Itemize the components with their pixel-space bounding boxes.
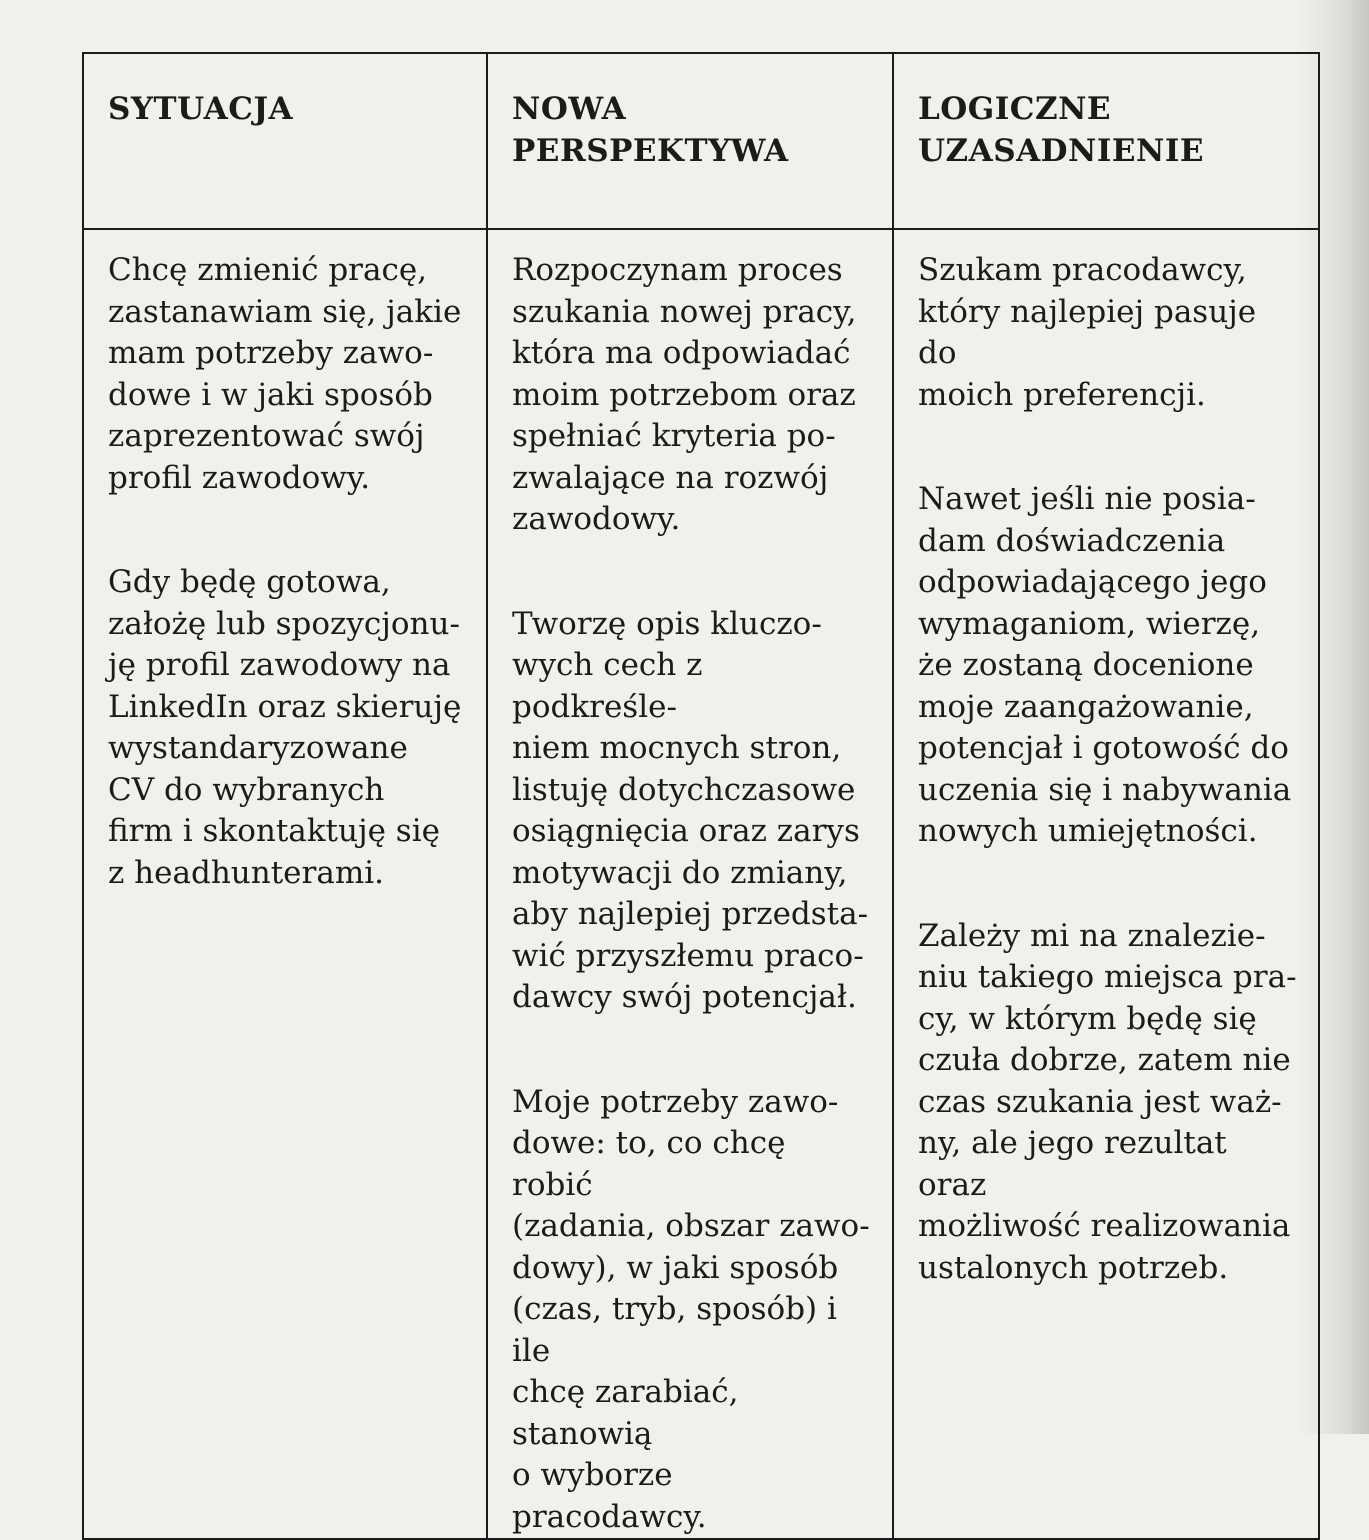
situation-paragraph-2: Gdy będę gotowa, założę lub spozycjonu- ję profil zawodowy na LinkedIn oraz skieruję wystandaryzowane CV do wybranych firm i skontaktuję się z headhunterami. [108, 564, 462, 891]
perspective-paragraph-2: Tworzę opis kluczo- wych cech z podkreśle- niem mocnych stron, listuję dotychczasowe osiągnięcia oraz zarys motywacji do zmiany, aby najlepiej przedsta- wić przyszłemu praco- dawcy swój potencjał. [512, 605, 869, 1015]
justification-paragraph-1: Szukam pracodawcy, który najlepiej pasuje do moich preferencji. [918, 252, 1257, 413]
justification-column-cell [893, 229, 1319, 1539]
perspective-column-cell [487, 229, 893, 1539]
header-new-perspective: NOWA PERSPEKTYWA [487, 53, 893, 229]
header-logical-justification: LOGICZNE UZASADNIENIE [893, 53, 1319, 229]
perspective-paragraph-1: Rozpoczynam proces szukania nowej pracy, która ma odpowiadać moim potrzebom oraz spełniać kryteria po- zwalające na rozwój zawodowy. [512, 252, 857, 537]
situation-paragraph-1: Chcę zmienić pracę, zastanawiam się, jakie mam potrzeby zawo- dowe i w jaki sposób zaprezentować swój profil zawodowy. [108, 252, 462, 496]
situation-column-cell [83, 229, 487, 1539]
justification-paragraph-3: Zależy mi na znalezie- niu takiego miejsca pra- cy, w którym będę się czuła dobrze, zatem nie czas szukania jest waż- ny, ale jego rezultat oraz możliwość realizowania ustalonych potrzeb. [918, 917, 1297, 1286]
table-body-row [83, 229, 1319, 1539]
justification-paragraph-2: Nawet jeśli nie posia- dam doświadczenia odpowiadającego jego wymaganiom, wierzę, że zostaną docenione moje zaangażowanie, potencjał i gotowość do uczenia się i nabywania nowych umiejętności. [918, 481, 1292, 849]
table-header-row [83, 53, 1319, 229]
comparison-table [82, 52, 1320, 1540]
perspective-paragraph-3: Moje potrzeby zawo- dowe: to, co chcę robić (zadania, obszar zawo- dowy), w jaki sposób (czas, tryb, sposób) i ile chcę zarabiać, stanowią o wyborze pracodawcy. [512, 1083, 870, 1535]
header-situation: SYTUACJA [83, 53, 487, 229]
